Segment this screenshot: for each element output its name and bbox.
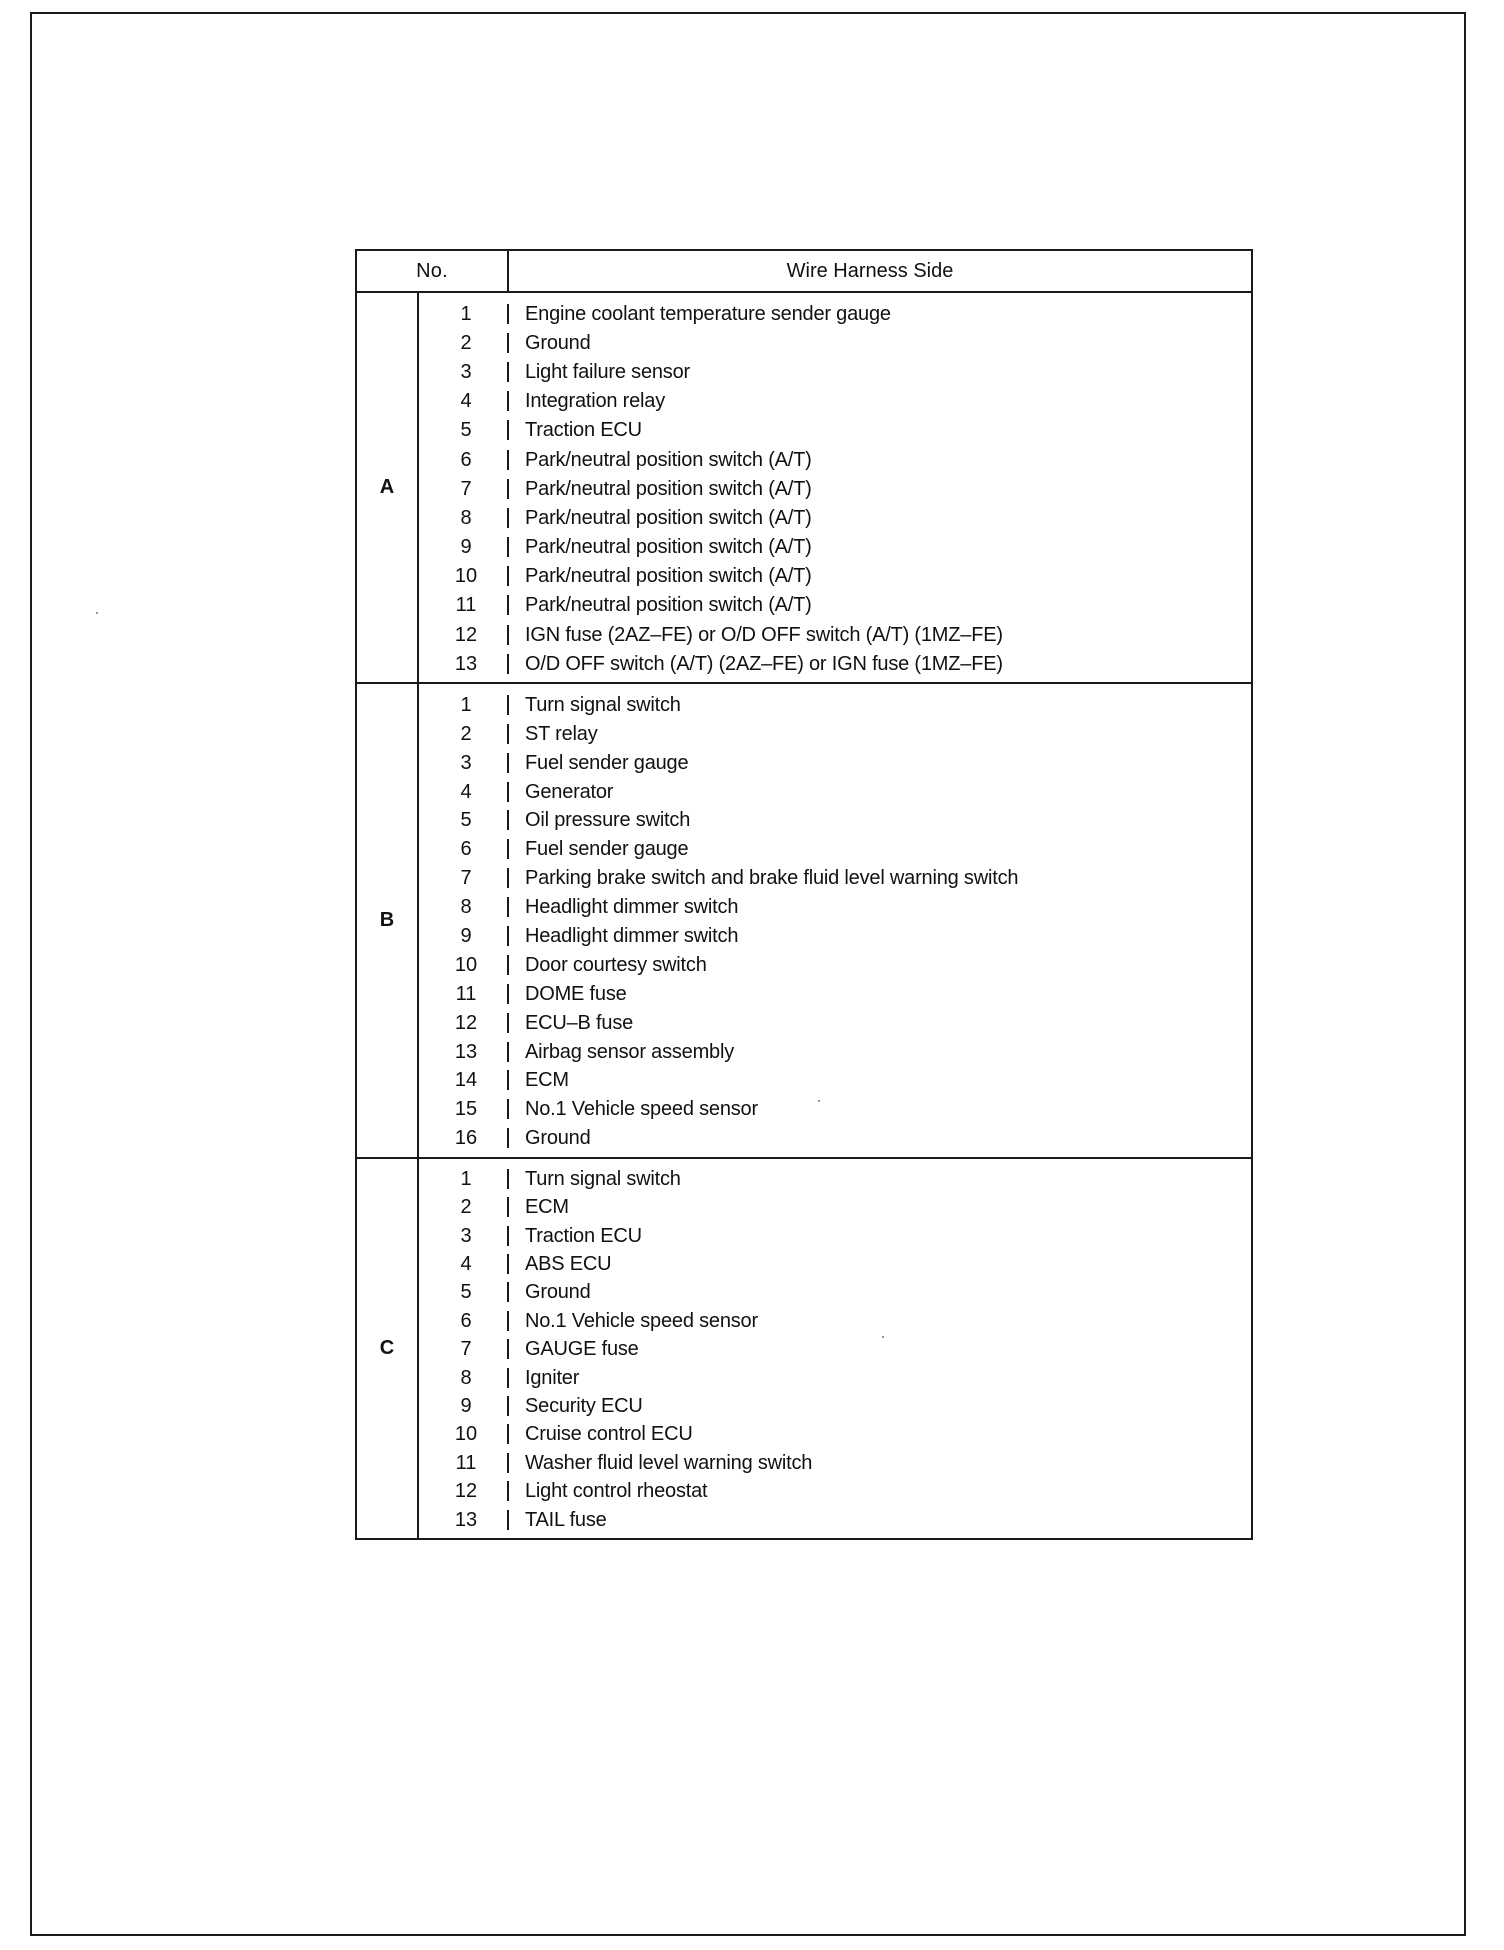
row-description: Integration relay — [525, 390, 666, 413]
table-row — [419, 1250, 1251, 1278]
row-description: Generator — [525, 780, 614, 803]
section-rows — [419, 684, 1251, 1156]
row-description: Ground — [525, 1281, 591, 1304]
table-row — [419, 503, 1251, 532]
row-description: Engine coolant temperature sender gauge — [525, 302, 891, 325]
row-number: 2 — [419, 333, 509, 353]
table-row — [419, 416, 1251, 445]
table-row — [419, 1477, 1251, 1505]
row-number: 11 — [419, 595, 509, 615]
row-description: Park/neutral position switch (A/T) — [525, 565, 812, 588]
table-row — [419, 357, 1251, 386]
row-description: ABS ECU — [525, 1253, 612, 1276]
row-description: Light control rheostat — [525, 1480, 708, 1503]
row-number: 9 — [419, 1396, 509, 1416]
row-number: 13 — [419, 654, 509, 674]
row-number: 13 — [419, 1042, 509, 1062]
row-number: 10 — [419, 955, 509, 975]
row-number: 6 — [419, 450, 509, 470]
table-row — [419, 835, 1251, 864]
row-description: ECM — [525, 1069, 569, 1092]
header-no: No. — [357, 251, 509, 291]
row-number: 9 — [419, 926, 509, 946]
section-a — [357, 293, 1251, 684]
row-description: Park/neutral position switch (A/T) — [525, 536, 812, 559]
row-number: 2 — [419, 724, 509, 744]
row-number: 3 — [419, 1226, 509, 1246]
section-rows — [419, 293, 1251, 682]
row-number: 8 — [419, 1368, 509, 1388]
row-number: 1 — [419, 695, 509, 715]
row-description: ECU–B fuse — [525, 1011, 634, 1034]
row-number: 3 — [419, 753, 509, 773]
section-rows — [419, 1159, 1251, 1538]
row-number: 7 — [419, 868, 509, 888]
row-description: Oil pressure switch — [525, 809, 691, 832]
section-label: C — [357, 1159, 419, 1538]
table-row — [419, 806, 1251, 835]
table-row — [419, 1165, 1251, 1193]
table-row — [419, 445, 1251, 474]
row-number: 14 — [419, 1070, 509, 1090]
row-description: Light failure sensor — [525, 360, 690, 383]
row-description: DOME fuse — [525, 982, 627, 1005]
row-number: 7 — [419, 479, 509, 499]
row-number: 4 — [419, 1254, 509, 1274]
row-description: Turn signal switch — [525, 1167, 681, 1190]
row-number: 5 — [419, 420, 509, 440]
header-wire-harness-side: Wire Harness Side — [786, 259, 954, 282]
row-description: Headlight dimmer switch — [525, 925, 739, 947]
table-row — [419, 922, 1251, 951]
table-row — [419, 777, 1251, 806]
table-row — [419, 1307, 1251, 1335]
row-number: 8 — [419, 508, 509, 528]
row-number: 11 — [419, 984, 509, 1004]
table-header — [357, 251, 1251, 293]
row-number: 7 — [419, 1339, 509, 1359]
row-number: 16 — [419, 1128, 509, 1148]
row-description: Ground — [525, 1127, 591, 1150]
row-description: Ground — [525, 331, 591, 354]
table-row — [419, 979, 1251, 1008]
row-description: Door courtesy switch — [525, 953, 707, 976]
row-number: 12 — [419, 1013, 509, 1033]
row-number: 10 — [419, 566, 509, 586]
table-row — [419, 1037, 1251, 1066]
row-description: TAIL fuse — [525, 1508, 607, 1531]
row-description: Security ECU — [525, 1395, 643, 1417]
row-description: Traction ECU — [525, 1224, 642, 1247]
row-description: Fuel sender gauge — [525, 751, 689, 774]
table-row — [419, 562, 1251, 591]
row-description: Park/neutral position switch (A/T) — [525, 506, 812, 529]
table-row — [419, 1278, 1251, 1306]
table-row — [419, 591, 1251, 620]
row-number: 13 — [419, 1510, 509, 1530]
row-description: Park/neutral position switch (A/T) — [525, 594, 812, 617]
row-number: 4 — [419, 782, 509, 802]
table-row — [419, 719, 1251, 748]
row-description: ST relay — [525, 722, 598, 745]
row-number: 9 — [419, 537, 509, 557]
table-row — [419, 649, 1251, 678]
row-description: ECM — [525, 1196, 569, 1219]
row-description: Cruise control ECU — [525, 1423, 693, 1446]
row-description: Park/neutral position switch (A/T) — [525, 448, 812, 471]
row-number: 15 — [419, 1099, 509, 1119]
table-row — [419, 1193, 1251, 1221]
row-description: Airbag sensor assembly — [525, 1040, 735, 1063]
table-row — [419, 893, 1251, 922]
table-row — [419, 1363, 1251, 1391]
section-label: B — [357, 684, 419, 1156]
row-number: 1 — [419, 1169, 509, 1189]
table-row — [419, 1505, 1251, 1533]
table-row — [419, 620, 1251, 649]
row-description: GAUGE fuse — [525, 1338, 639, 1361]
row-description: IGN fuse (2AZ–FE) or O/D OFF switch (A/T) (1MZ–FE) — [525, 623, 1003, 646]
row-number: 2 — [419, 1197, 509, 1217]
row-number: 12 — [419, 1481, 509, 1501]
table-row — [419, 299, 1251, 328]
table-row — [419, 1124, 1251, 1153]
row-description: Washer fluid level warning switch — [525, 1451, 813, 1474]
row-number: 8 — [419, 897, 509, 917]
scan-speck — [96, 612, 98, 614]
table-row — [419, 1449, 1251, 1477]
table-row — [419, 1420, 1251, 1448]
table-row — [419, 690, 1251, 719]
table-row — [419, 864, 1251, 893]
row-description: O/D OFF switch (A/T) (2AZ–FE) or IGN fuse (1MZ–FE) — [525, 652, 1003, 675]
section-c — [357, 1159, 1251, 1538]
table-row — [419, 1095, 1251, 1124]
table-row — [419, 474, 1251, 503]
row-number: 5 — [419, 810, 509, 830]
row-description: No.1 Vehicle speed sensor — [525, 1098, 758, 1121]
row-description: No.1 Vehicle speed sensor — [525, 1309, 758, 1332]
wire-harness-table — [355, 249, 1253, 1540]
row-number: 6 — [419, 839, 509, 859]
table-row — [419, 533, 1251, 562]
row-number: 1 — [419, 304, 509, 324]
row-description: Headlight dimmer switch — [525, 896, 739, 919]
table-row — [419, 1335, 1251, 1363]
section-b — [357, 684, 1251, 1158]
table-row — [419, 748, 1251, 777]
row-number: 11 — [419, 1453, 509, 1473]
table-row — [419, 1392, 1251, 1420]
table-row — [419, 1221, 1251, 1249]
row-number: 6 — [419, 1311, 509, 1331]
table-row — [419, 328, 1251, 357]
row-number: 3 — [419, 362, 509, 382]
section-label: A — [357, 293, 419, 682]
table-row — [419, 387, 1251, 416]
table-row — [419, 950, 1251, 979]
row-number: 5 — [419, 1282, 509, 1302]
table-row — [419, 1066, 1251, 1095]
row-description: Traction ECU — [525, 419, 642, 442]
row-description: Park/neutral position switch (A/T) — [525, 477, 812, 500]
row-description: Parking brake switch and brake fluid level warning switch — [525, 867, 1019, 890]
row-description: Turn signal switch — [525, 693, 681, 716]
table-row — [419, 1008, 1251, 1037]
row-description: Fuel sender gauge — [525, 838, 689, 861]
row-number: 12 — [419, 625, 509, 645]
row-description: Igniter — [525, 1366, 580, 1389]
row-number: 4 — [419, 391, 509, 411]
row-number: 10 — [419, 1424, 509, 1444]
